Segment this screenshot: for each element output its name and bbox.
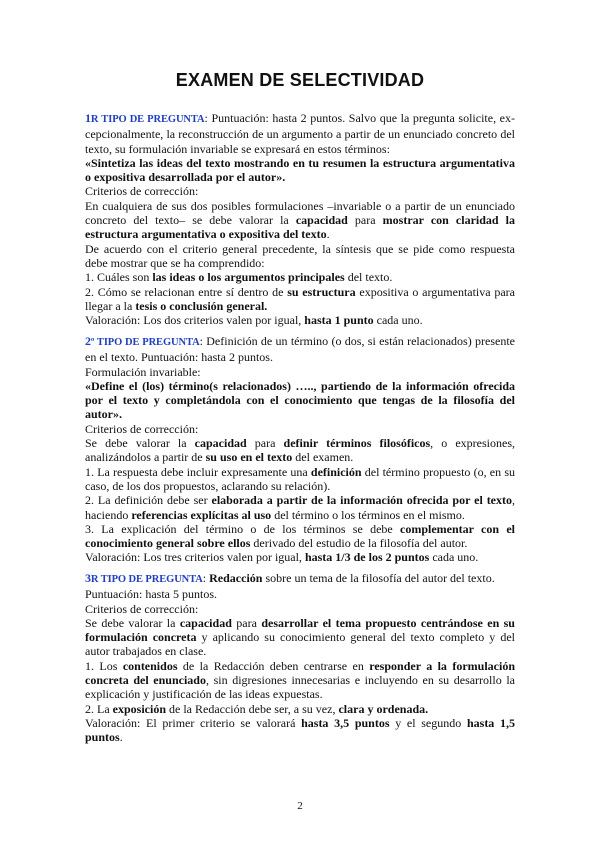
question-type-label: 1R TIPO DE PREGUNTA xyxy=(85,111,205,125)
valuation: Valoración: Los dos criterios valen por igual, hasta 1 punto cada uno. xyxy=(85,313,423,328)
criterion-item: 3. La explicación del término o de los términos se debe complementar con el conocimiento general sobre ellos derivado del estudio de la filosofía del autor. xyxy=(85,521,515,551)
question-formulation: «Sintetiza las ideas del texto mostrando en tu resumen la estructura argumentativa o expositiva desarrollada por el autor». xyxy=(85,155,515,185)
paragraph: 3R TIPO DE PREGUNTA: Redacción sobre un tema de la filosofía del autor del texto. xyxy=(85,571,495,585)
paragraph: Puntuación: hasta 5 puntos. xyxy=(85,587,217,602)
page-number: 2 xyxy=(297,800,303,812)
paragraph: 2º TIPO DE PREGUNTA: Definición de un término (o dos, si están relacionados) presente en el texto. Puntuación: hasta 2 puntos. xyxy=(85,334,515,365)
valuation: Valoración: El primer criterio se valorará hasta 3,5 puntos y el segundo hasta 1,5 puntos. xyxy=(85,715,516,745)
criterion-item: 1. La respuesta debe incluir expresamente una definición del término propuesto (o, en su caso, de los dos propuestos, aclarando su relación). xyxy=(85,464,515,493)
criteria-heading: Criterios de corrección: xyxy=(85,421,199,436)
criterion-item: 1. Cuáles son las ideas o los argumentos principales del texto. xyxy=(85,270,393,285)
section-question-type-1 xyxy=(85,111,515,327)
question-type-label: 3R TIPO DE PREGUNTA xyxy=(85,571,203,585)
paragraph: Se debe valorar la capacidad para definir términos filosóficos, o expresiones, analizándolos a partir de su uso en el texto del examen. xyxy=(85,436,515,465)
paragraph: En cualquiera de sus dos posibles formulaciones –invariable o a partir de un enunciado concreto del texto– se debe valorar la capacidad para mostrar con claridad la estructura argumentativa o expositiva del texto. xyxy=(85,198,515,242)
valuation: Valoración: Los tres criterios valen por igual, hasta 1/3 de los 2 puntos cada uno. xyxy=(85,550,479,565)
criterion-item: 2. Cómo se relacionan entre sí dentro de su estructura expositiva o argumentativa para llegar a la tesis o conclusión general. xyxy=(85,284,515,313)
paragraph: De acuerdo con el criterio general precedente, la síntesis que se pide como respuesta debe mostrar que se ha comprendido: xyxy=(85,241,515,270)
criterion-item: 2. La definición debe ser elaborada a partir de la información ofrecida por el texto, haciendo referencias explícitas al uso del término o los términos en el mismo. xyxy=(85,493,516,522)
question-formulation: «Define el (los) término(s relacionados) ….., partiendo de la información ofrecida por el texto y completándola con el conocimiento que tengas de la filosofía del autor». xyxy=(85,378,515,422)
paragraph: Se debe valorar la capacidad para desarrollar el tema propuesto centrándose en su formulación concreta y aplicando su conocimiento general del texto completo y del autor trabajados en clase. xyxy=(85,615,515,659)
criterion-item: 1. Los contenidos de la Redacción deben centrarse en responder a la formulación concreta del enunciado, sin digresiones innecesarias e incluyendo en su desarrollo la explicación y justificación de las ideas expuestas. xyxy=(85,658,515,702)
page-title: EXAMEN DE SELECTIVIDAD xyxy=(175,70,425,90)
question-type-label: 2º TIPO DE PREGUNTA xyxy=(85,334,200,348)
criteria-heading: Criterios de corrección: xyxy=(85,184,199,199)
section-question-type-2 xyxy=(85,334,515,565)
paragraph: 1R TIPO DE PREGUNTA: Puntuación: hasta 2 puntos. Salvo que la pregunta solicite, ex- cepcionalmente, la reconstrucción de un argumento a partir de un enunciado concreto del texto, su formulación invariable se expresará en estos términos: xyxy=(85,111,515,156)
section-question-type-3 xyxy=(85,571,515,745)
criteria-heading: Criterios de corrección: xyxy=(85,601,199,616)
criterion-item: 2. La exposición de la Redacción debe ser, a su vez, clara y ordenada. xyxy=(85,701,429,716)
paragraph: Formulación invariable: xyxy=(85,364,201,379)
